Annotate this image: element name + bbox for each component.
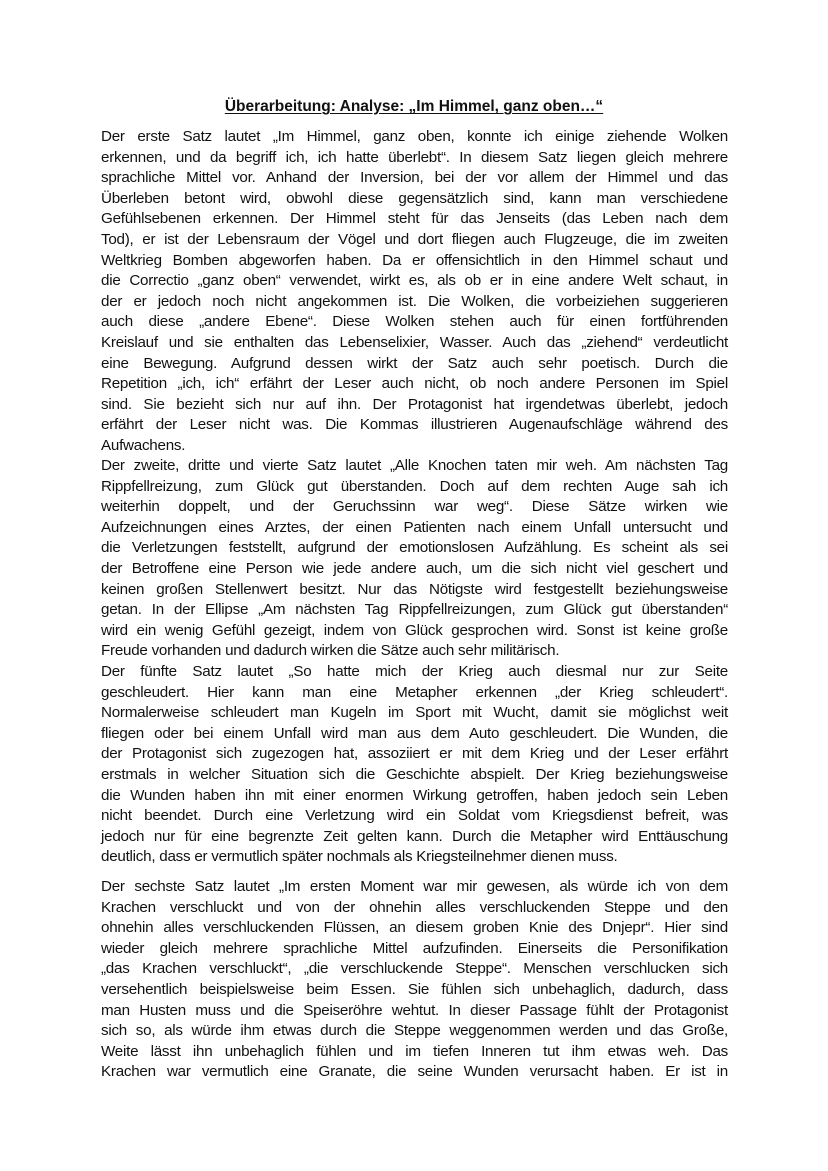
text-line: keinen großen Stellenwert besitzt. Nur das Nötigste wird festgestellt beziehungsweise [101,580,728,598]
text-line: auch diese „andere Ebene“. Diese Wolken stehen auch für einen fortführenden [101,313,728,331]
document-title-text: Überarbeitung: Analyse: „Im Himmel, ganz oben…“ [224,98,604,115]
text-line: Kreislauf und sie enthalten das Lebenselixier, Wasser. Auch das „ziehend“ verdeutlicht [101,333,728,351]
text-line: fliegen oder bei einem Unfall wird man aus dem Auto geschleudert. Die Wunden, die [101,724,728,742]
text-line: Der sechste Satz lautet „Im ersten Moment war mir gewesen, als würde ich von dem [101,878,728,895]
text-line: nicht beendet. Durch eine Verletzung wird ein Soldat vom Kriegsdienst befreit, was [101,807,728,825]
text-line: getan. In der Ellipse „Am nächsten Tag Rippfellreizungen, zum Glück gut überstanden“ [101,601,728,619]
text-line: eine Bewegung. Aufgrund dessen wirkt der Satz auch sehr poetisch. Durch die [101,354,728,372]
text-line: Krachen verschluckt und von der ohnehin alles verschluckenden Steppe und den [101,898,728,916]
text-line: erfährt der Leser nicht was. Die Kommas illustrieren Augenaufschläge während des [101,416,728,434]
text-line: der er jedoch noch nicht angekommen ist. Die Wolken, die vorbeiziehen suggerieren [101,292,728,310]
text-line: Der zweite, dritte und vierte Satz lautet „Alle Knochen taten mir weh. Am nächsten Tag [101,457,728,474]
text-line: wieder gleich mehrere sprachliche Mittel aufzufinden. Einerseits die Personifikation [101,939,728,957]
text-line: Der fünfte Satz lautet „So hatte mich der Krieg auch diesmal nur zur Seite [101,662,728,680]
text-line: wird ein wenig Gefühl gezeigt, indem von Glück gesprochen wird. Sonst ist keine große [101,621,728,639]
text-line: jedoch nur für eine begrenzte Zeit gelten kann. Durch die Metapher wird Enttäuschung [101,827,728,845]
text-line: geschleudert. Hier kann man eine Metapher erkennen „der Krieg schleudert“. [101,683,728,701]
text-line: deutlich, dass er vermutlich später nochmals als Kriegsteilnehmer dienen muss. [101,848,618,866]
document-title [0,98,828,116]
text-line: die Correctio „ganz oben“ verwendet, wirkt es, als ob er in eine andere Welt schaut, in [101,272,728,290]
text-line: Normalerweise schleudert man Kugeln im Sport mit Wucht, damit sie möglichst weit [101,704,728,722]
text-line: die Verletzungen feststellt, aufgrund der emotionslosen Aufzählung. Es scheint als sei [101,539,728,557]
text-line: man Husten muss und die Speiseröhre wehtut. In dieser Passage fühlt der Protagonist [101,1001,728,1019]
text-line: die Wunden haben ihn mit einer enormen Wirkung getroffen, haben jedoch sein Leben [101,786,728,804]
text-line: erkennen, und da begriff ich, ich hatte überlebt“. In diesem Satz liegen gleich mehrere [101,148,728,166]
text-line: Aufzeichnungen eines Arztes, der einen Patienten nach einem Unfall untersucht und [101,518,728,536]
text-line: Freude vorhanden und dadurch wirken die Sätze auch sehr militärisch. [101,642,560,660]
text-line: Weltkrieg Bomben abgeworfen haben. Da er offensichtlich in den Himmel schaut und [101,251,728,269]
text-line: erstmals in welcher Situation sich die Geschichte abspielt. Der Krieg beziehungsweise [101,765,728,783]
text-line: Aufwachens. [101,436,186,454]
text-line: sprachliche Mittel vor. Anhand der Inversion, bei der vor allem der Himmel und das [101,169,728,187]
text-line: weiterhin doppelt, und der Geruchssinn war weg“. Diese Sätze wirken wie [101,498,728,516]
text-line: Der erste Satz lautet „Im Himmel, ganz oben, konnte ich einige ziehende Wolken [101,128,728,145]
text-line: sind. Sie bezieht sich nur auf ihn. Der Protagonist hat irgendetwas überlebt, jedoch [101,395,728,413]
text-line: versehentlich beispielsweise beim Essen. Sie fühlen sich unbehaglich, dadurch, dass [101,980,728,998]
text-line: der Protagonist sich zugezogen hat, assoziiert er mit dem Krieg und der Leser erfährt [101,745,728,763]
paragraph-first-sentence [101,127,728,457]
text-line: Gefühlsebenen erkennen. Der Himmel steht für das Jenseits (das Leben nach dem [101,210,728,228]
text-line: sich so, als würde ihm etwas durch die Steppe weggenommen werden und das Große, [101,1022,728,1040]
paragraph-sixth-sentence [101,877,728,1083]
text-line: Weite lässt ihn unbehaglich fühlen und im tiefen Inneren tut ihm etwas weh. Das [101,1042,728,1060]
text-line: der Betroffene eine Person wie jede andere auch, um die sich nicht viel geschert und [101,559,728,577]
text-line: ohnehin alles verschluckenden Flüssen, an diesem groben Knie des Dnjepr“. Hier sind [101,919,728,937]
text-line: Krachen war vermutlich eine Granate, die seine Wunden verursacht haben. Er ist in [101,1063,728,1081]
text-line: Tod), er ist der Lebensraum der Vögel und dort fliegen auch Flugzeuge, die im zweiten [101,230,728,248]
text-line: Überleben betont wird, obwohl diese gegensätzlich sind, kann man verschiedene [101,189,728,207]
paragraph-second-to-fifth-sentence [101,456,728,868]
text-line: Rippfellreizung, zum Glück gut überstanden. Doch auf dem rechten Auge sah ich [101,477,728,495]
text-line: Repetition „ich, ich“ erfährt der Leser auch nicht, ob noch andere Personen im Spiel [101,375,728,393]
text-line: „das Krachen verschluckt“, „die verschluckende Steppe“. Menschen verschlucken sich [101,960,728,978]
